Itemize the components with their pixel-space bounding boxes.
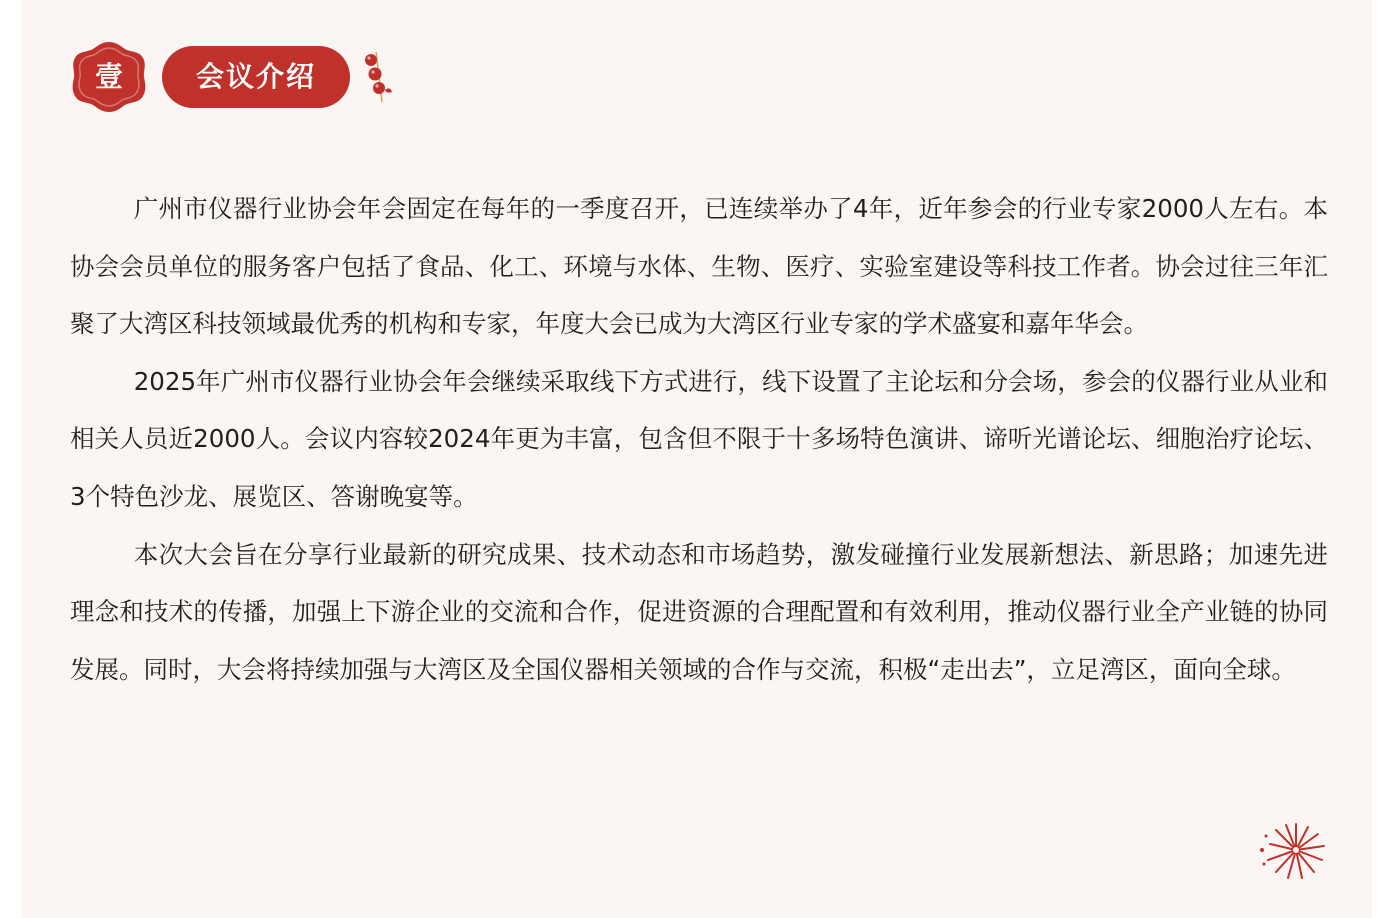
intro-text-body (70, 180, 1328, 698)
intro-paragraph: 广州市仪器行业协会年会固定在每年的一季度召开，已连续举办了4年，近年参会的行业专家2000人左右。本协会会员单位的服务客户包括了食品、化工、环境与水体、生物、医疗、实验室建设等科技工作者。协会过往三年汇聚了大湾区科技领域最优秀的机构和专家，年度大会已成为大湾区行业专家的学术盛宴和嘉年华会。 (70, 194, 1328, 339)
section-number-badge (70, 40, 148, 114)
firework-icon (1258, 820, 1328, 884)
intro-paragraph: 2025年广州市仪器行业协会年会继续采取线下方式进行，线下设置了主论坛和分会场，参会的仪器行业从业和相关人员近2000人。会议内容较2024年更为丰富，包含但不限于十多场特色演讲、谛听光谱论坛、细胞治疗论坛、3个特色沙龙、展览区、答谢晚宴等。 (70, 366, 1328, 511)
intro-paragraph: 本次大会旨在分享行业最新的研究成果、技术动态和市场趋势，激发碰撞行业发展新想法、新思路；加速先进理念和技术的传播，加强上下游企业的交流和合作，促进资源的合理配置和有效利用，推动仪器行业全产业链的协同发展。同时，大会将持续加强与大湾区及全国仪器相关领域的合作与交流，积极“走出去”，立足湾区，面向全球。 (70, 539, 1328, 684)
section-number-text: 壹 (94, 60, 123, 93)
hanging-berries-icon (360, 50, 394, 106)
page-background (22, 0, 1372, 918)
section-title: 会议介绍 (162, 46, 350, 108)
